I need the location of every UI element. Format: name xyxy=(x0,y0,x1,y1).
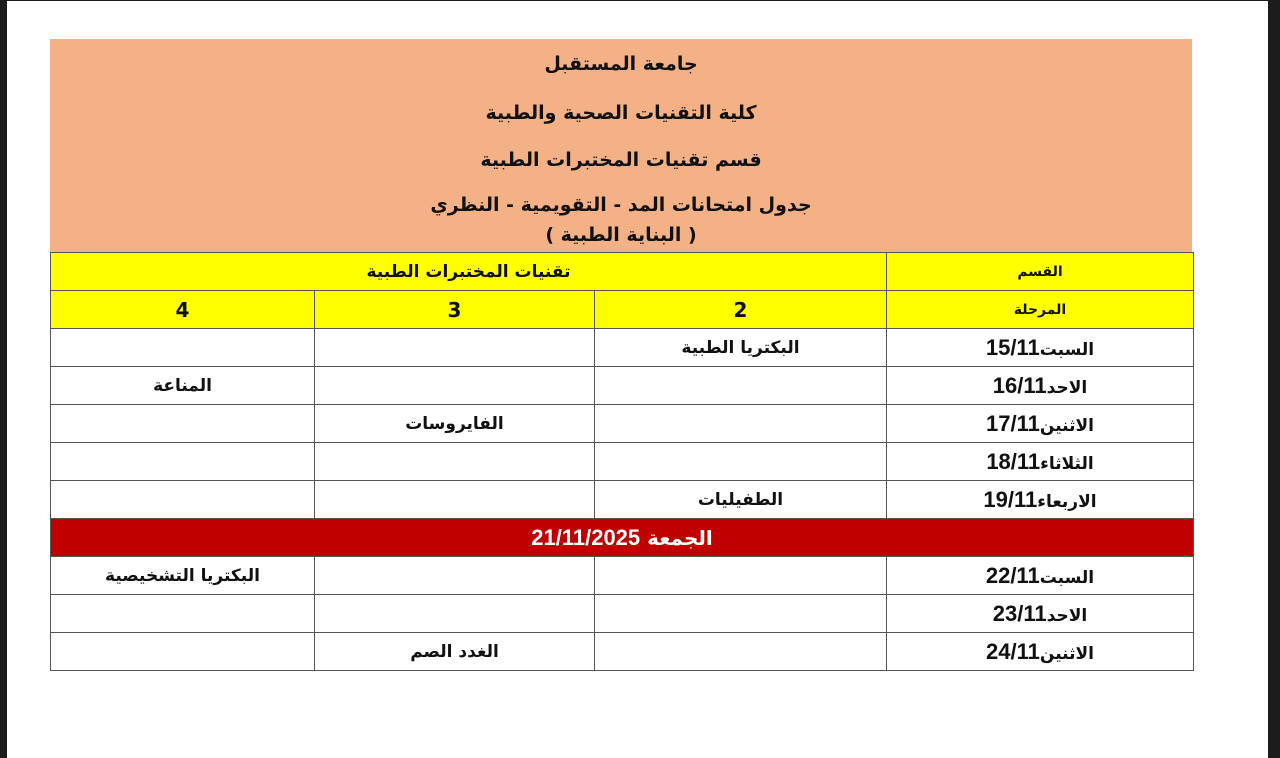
day-date-cell: الاربعاء19/11 xyxy=(887,481,1194,519)
holiday-row xyxy=(51,519,1194,557)
exam-schedule-table xyxy=(50,252,1194,671)
stage-2-cell xyxy=(595,595,887,633)
building-name: ( البناية الطبية ) xyxy=(545,224,697,246)
stage-3-cell: الفايروسات xyxy=(315,405,595,443)
table-row xyxy=(51,595,1194,633)
stage-4-cell: البكتريا التشخيصية xyxy=(51,557,315,595)
holiday-cell: الجمعة 21/11/2025 xyxy=(51,519,1194,557)
stage-4-cell xyxy=(51,481,315,519)
stage-4-cell xyxy=(51,595,315,633)
department-value: تقنيات المختبرات الطبية xyxy=(51,253,887,291)
schedule-title: جدول امتحانات المد - التقويمية - النظري xyxy=(430,194,812,216)
department-name: قسم تقنيات المختبرات الطبية xyxy=(480,149,762,171)
stage-3-cell xyxy=(315,481,595,519)
day-date-cell: الاحد16/11 xyxy=(887,367,1194,405)
stage-2-cell xyxy=(595,367,887,405)
stage-2-cell: الطفيليات xyxy=(595,481,887,519)
day-date-cell: الثلاثاء18/11 xyxy=(887,443,1194,481)
department-label: القسم xyxy=(887,253,1194,291)
stage-4-cell: المناعة xyxy=(51,367,315,405)
table-row xyxy=(51,443,1194,481)
stage-3-header: 3 xyxy=(315,291,595,329)
day-date-cell: السبت15/11 xyxy=(887,329,1194,367)
stage-2-cell: البكتريا الطبية xyxy=(595,329,887,367)
college-name: كلية التقنيات الصحية والطبية xyxy=(485,102,757,124)
stage-2-cell xyxy=(595,633,887,671)
stage-4-cell xyxy=(51,633,315,671)
stage-3-cell xyxy=(315,329,595,367)
stage-3-cell xyxy=(315,557,595,595)
stage-4-cell xyxy=(51,405,315,443)
title-block xyxy=(50,39,1192,253)
day-date-cell: الاحد23/11 xyxy=(887,595,1194,633)
stage-3-cell: الغدد الصم xyxy=(315,633,595,671)
day-date-cell: الاثنين17/11 xyxy=(887,405,1194,443)
university-name: جامعة المستقبل xyxy=(544,53,698,75)
table-row xyxy=(51,481,1194,519)
stage-2-cell xyxy=(595,443,887,481)
day-date-cell: السبت22/11 xyxy=(887,557,1194,595)
table-row xyxy=(51,329,1194,367)
table-row xyxy=(51,405,1194,443)
stage-4-cell xyxy=(51,443,315,481)
day-date-cell: الاثنين24/11 xyxy=(887,633,1194,671)
stage-2-cell xyxy=(595,405,887,443)
table-row xyxy=(51,367,1194,405)
department-header-row xyxy=(51,253,1194,291)
stage-4-header: 4 xyxy=(51,291,315,329)
stage-2-header: 2 xyxy=(595,291,887,329)
stage-label: المرحلة xyxy=(887,291,1194,329)
stage-3-cell xyxy=(315,595,595,633)
table-row xyxy=(51,557,1194,595)
stage-3-cell xyxy=(315,367,595,405)
table-row xyxy=(51,633,1194,671)
stage-3-cell xyxy=(315,443,595,481)
document-page xyxy=(7,1,1268,758)
stage-4-cell xyxy=(51,329,315,367)
stage-header-row xyxy=(51,291,1194,329)
stage-2-cell xyxy=(595,557,887,595)
